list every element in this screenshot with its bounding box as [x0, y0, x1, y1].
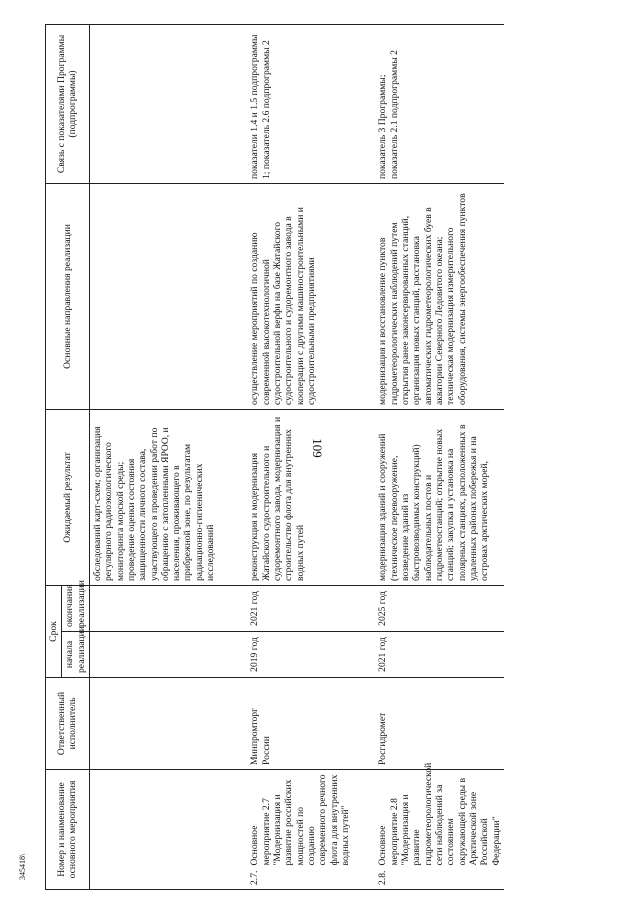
expected-result: обследований карт-схем; организация регулярного радиоэкологического мониторинга морской среды; проведение оценки состояния защищенности личного состава, участвующего в проведении работ по обращению с затопленными ЯРОО, и населения, проживающего в прибрежной зоне, по результатам радиационно-гигиенических исследований	[89, 409, 247, 585]
measure-name: Основное мероприятие 2.8 "Модернизация и развитие гидрометеорологической сети наблюдений за состоянием окружающей среды в Арктической зоне Российской Федерации"	[375, 769, 503, 869]
executor: Минпромторг России	[247, 677, 375, 769]
end-year	[89, 585, 247, 631]
end-year: 2021 год	[247, 585, 375, 631]
expected-result: реконструкция и модернизация Жатайского судостроительного и судоремонтного завода, модернизация и строительство флота для внутренних водных путей	[247, 409, 375, 585]
program-measures-table	[45, 24, 504, 890]
header-end: окончания реализации	[62, 585, 90, 631]
table-row	[89, 24, 247, 889]
measure-name: Основное мероприятие 2.7 "Модернизация и развитие российских мощностей по созданию современного речного флота для внутренних водных путей"	[247, 769, 375, 869]
header-term: Срок	[46, 585, 62, 677]
indicator-link	[89, 24, 247, 183]
measure-name	[89, 769, 247, 869]
table-row	[375, 24, 503, 889]
directions	[89, 183, 247, 409]
start-year: 2021 год	[375, 631, 503, 677]
row-number	[89, 870, 247, 890]
header-result: Ожидаемый результат	[46, 409, 90, 585]
directions: осуществление мероприятий по созданию современной высокотехнологичной судостроительной верфи на базе Жатайского судостроительного и судоремонтного завода в кооперации с другими машиностроительными и судостроительными предприятиями	[247, 183, 375, 409]
rotated-table-container	[45, 25, 595, 890]
page-number: 109	[309, 438, 325, 458]
table-header-row	[46, 24, 62, 889]
indicator-link: показатели 1.4 и 1.5 подпрограммы 1; показатель 2.6 подпрограммы 2	[247, 24, 375, 183]
header-executor: Ответственный исполнитель	[46, 677, 90, 769]
indicator-link: показатель 3 Программы; показатель 2.1 подпрограммы 2	[375, 24, 503, 183]
expected-result: модернизация зданий и сооружений (техническое перевооружение, возведение зданий из быстровозводимых конструкций) наблюдательных постов и гидрометеостанций; открытие новых станций; закупка и установка на полярных станциях, расположенных в удаленных районах побережья и на островах арктических морей,	[375, 409, 503, 585]
start-year	[89, 631, 247, 677]
document-code: 345418\	[18, 853, 27, 880]
row-number: 2.8.	[375, 870, 503, 890]
directions: модернизация и восстановление пунктов гидрометеорологических наблюдений путем открытия ранее законсервированных станций, организация новых станций, расстановка автоматических гидрометеорологических буев в акватории Северного Ледовитого океана; техническая модернизация измерительного оборудования, системы энергообеспечения пунктов	[375, 183, 503, 409]
table-row	[247, 24, 375, 889]
header-link: Связь с показателями Программы (подпрограммы)	[46, 24, 90, 183]
executor: Росгидромет	[375, 677, 503, 769]
start-year: 2019 год	[247, 631, 375, 677]
end-year: 2025 год	[375, 585, 503, 631]
header-directions: Основные направления реализации	[46, 183, 90, 409]
header-name: Номер и наименование основного мероприятия	[46, 769, 90, 889]
row-number: 2.7.	[247, 870, 375, 890]
header-start: начала реализации	[62, 631, 90, 677]
executor	[89, 677, 247, 769]
